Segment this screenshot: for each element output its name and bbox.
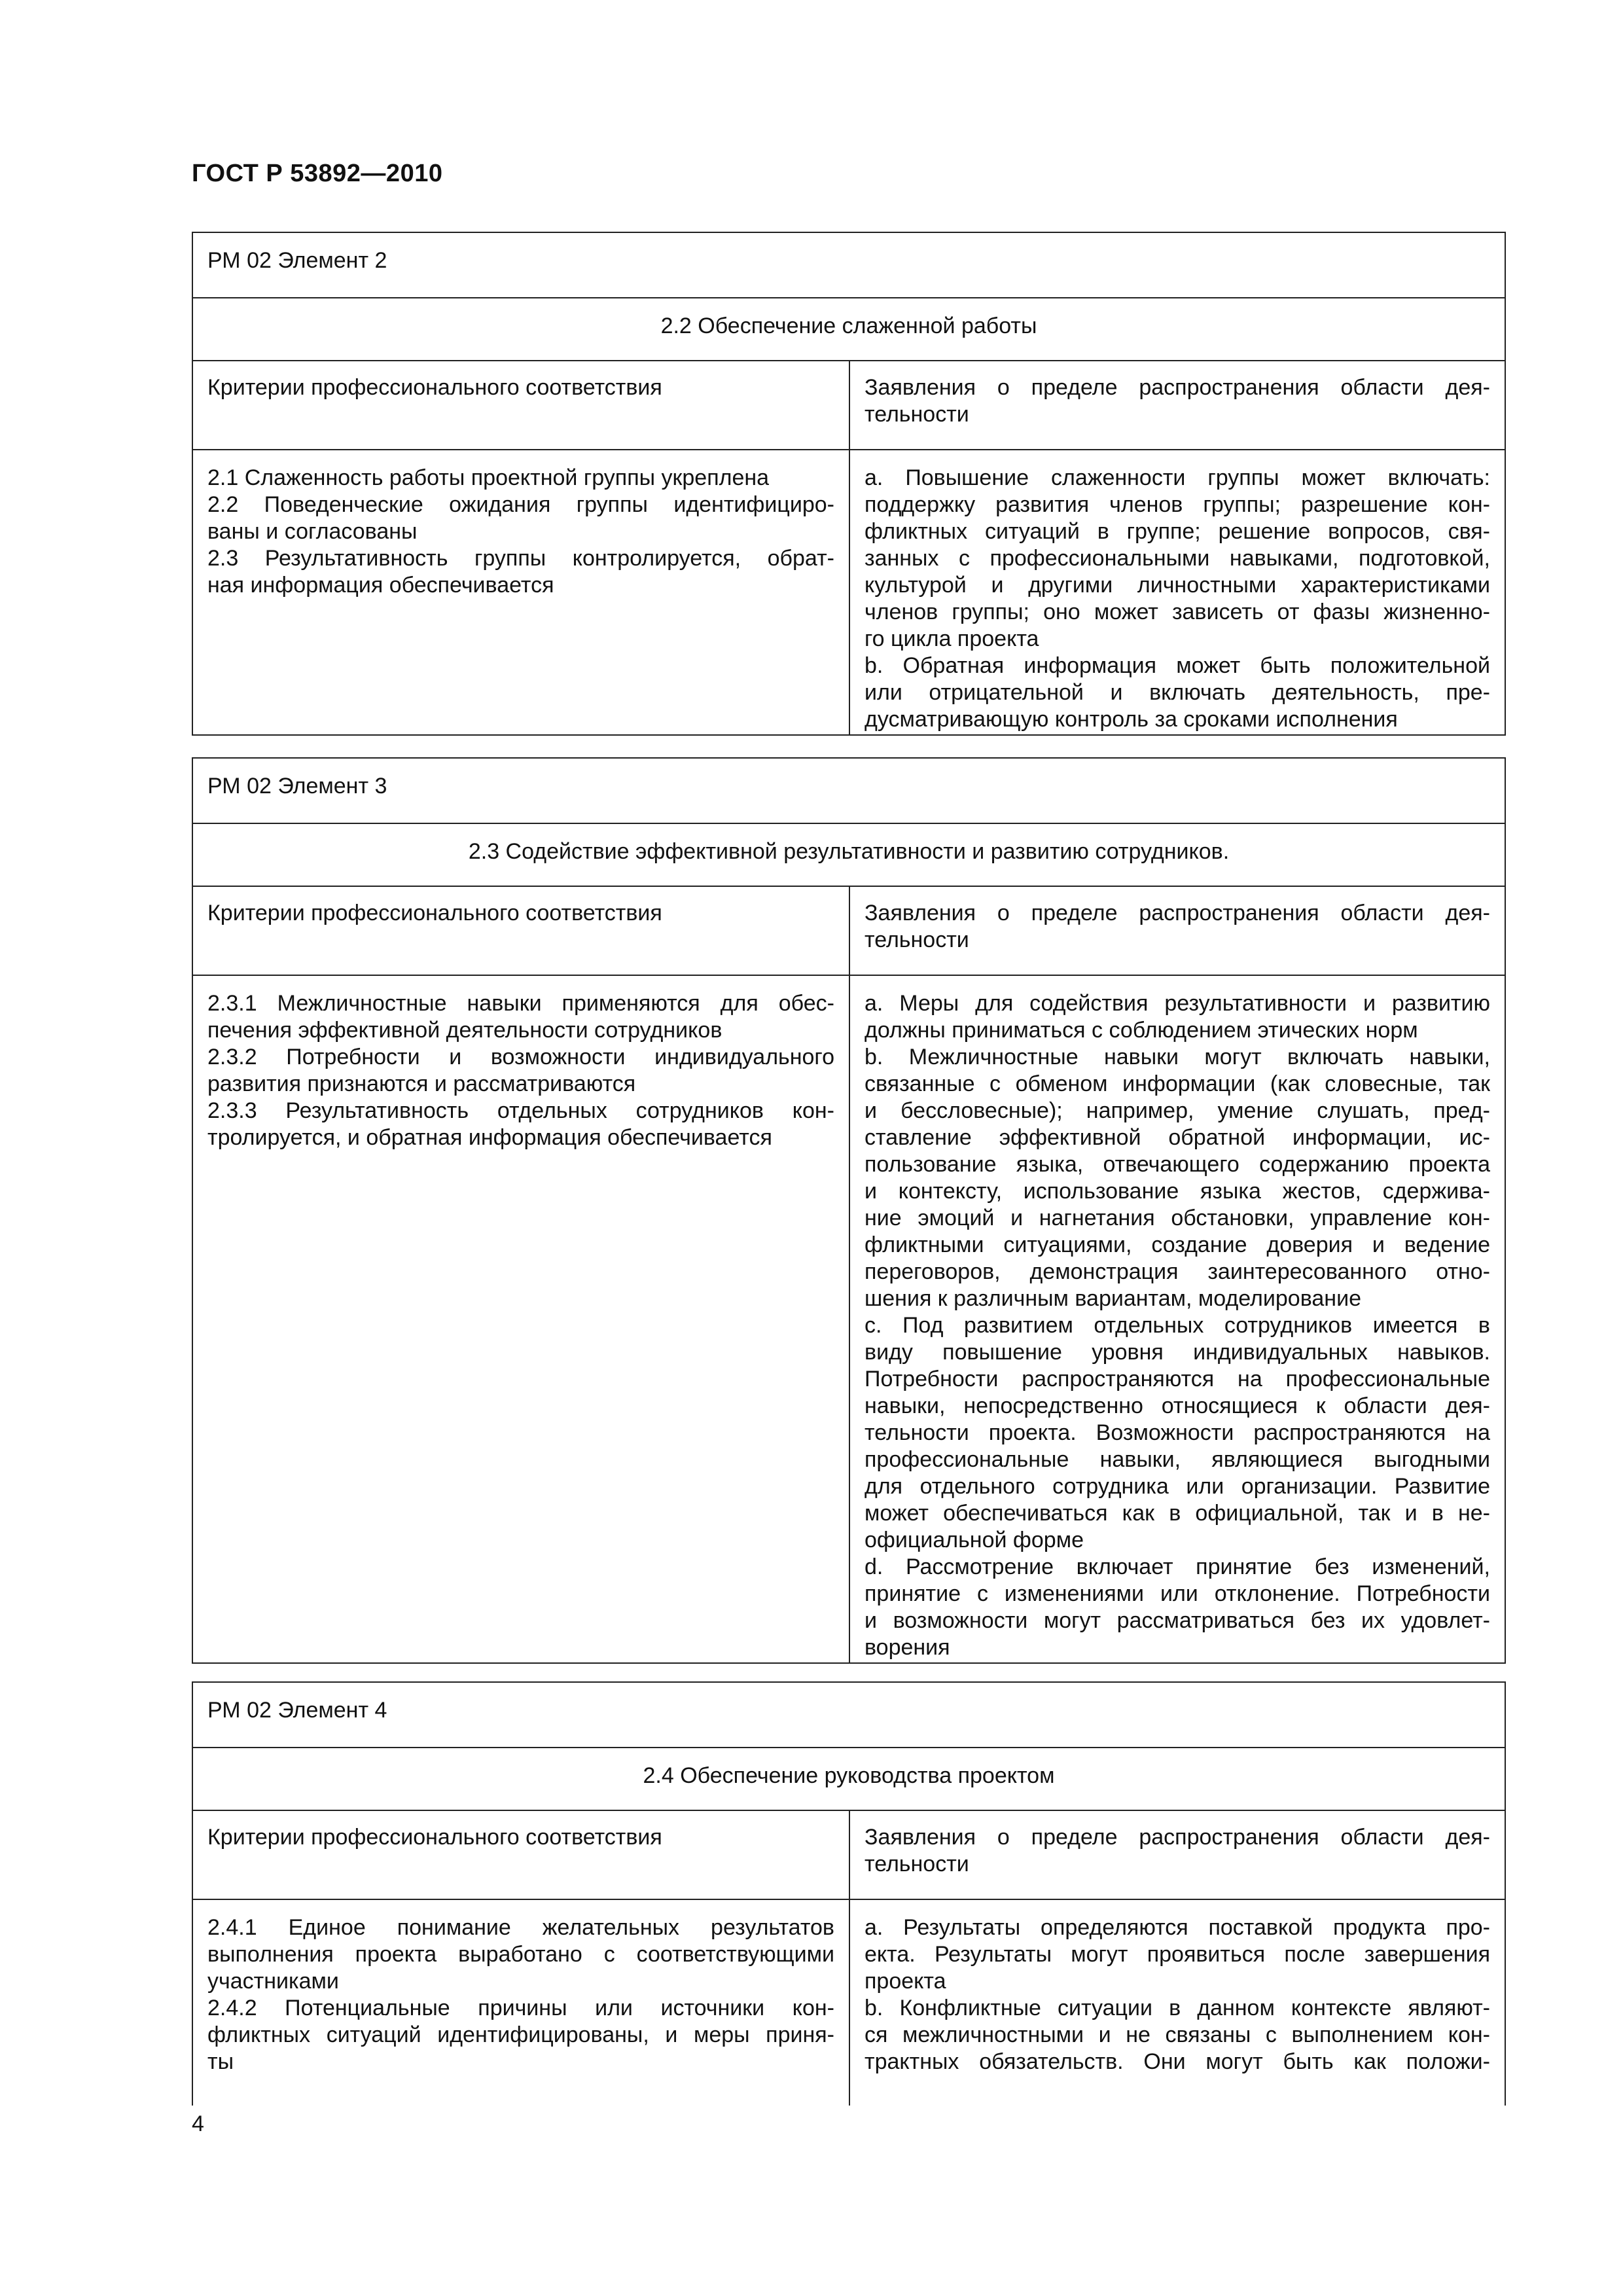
section-title: 2.4 Обеспечение руководства проектом [192, 1748, 1505, 1810]
statement-line: поддержку развития членов группы; разрешение кон- [865, 492, 1490, 517]
criteria-line: 2.4.1 Единое понимание желательных результатов [207, 1915, 834, 1940]
statement-line: b. Обратная информация может быть положительной [865, 653, 1490, 678]
statement-line: ние эмоций и нагнетания обстановки, управление кон- [865, 1206, 1490, 1230]
criteria-table-element-3 [192, 757, 1506, 1664]
document-header: ГОСТ Р 53892—2010 [192, 160, 443, 187]
criteria-line: ты [207, 2049, 234, 2074]
criteria-line: 2.3.1 Межличностные навыки применяются для обес- [207, 991, 834, 1016]
criteria-line: печения эффективной деятельности сотрудников [207, 1018, 722, 1043]
statement-line: связанные с обменом информации (как словесные, так [865, 1071, 1490, 1096]
statement-line: проекта [865, 1969, 946, 1994]
criteria-line: 2.2 Поведенческие ожидания группы идентифициро- [207, 492, 834, 517]
statement-line: екта. Результаты могут проявиться после завершения [865, 1942, 1490, 1967]
criteria-cell [192, 1899, 849, 2106]
statement-line: членов группы; оно может зависеть от фазы жизненно- [865, 600, 1490, 624]
column-header-criteria: Критерии профессионального соответствия [192, 361, 849, 450]
statement-line: для отдельного сотрудника или организации. Развитие [865, 1474, 1490, 1499]
element-label: РМ 02 Элемент 2 [192, 232, 1505, 298]
statement-line: и контексту, использование языка жестов, сдержива- [865, 1179, 1490, 1204]
statement-line: тельности проекта. Возможности распространяются на [865, 1420, 1490, 1445]
criteria-line: тролируется, и обратная информация обеспечивается [207, 1125, 772, 1150]
column-header-statements: Заявления о пределе распространения области дея- тельности [849, 886, 1505, 975]
section-title: 2.2 Обеспечение слаженной работы [192, 298, 1505, 361]
statement-line: виду повышение уровня индивидуальных навыков. [865, 1340, 1490, 1365]
page-number: 4 [192, 2111, 204, 2136]
statement-line: или отрицательной и включать деятельность, пре- [865, 680, 1490, 705]
statements-cell [849, 450, 1505, 735]
statement-line: занных с профессиональными навыками, подготовкой, [865, 546, 1490, 571]
statement-line: a. Повышение слаженности группы может включать: [865, 465, 1490, 490]
column-header-criteria: Критерии профессионального соответствия [192, 886, 849, 975]
criteria-table-element-4 [192, 1681, 1506, 2106]
statement-line: трактных обязательств. Они могут быть как положи- [865, 2049, 1490, 2074]
column-header-criteria: Критерии профессионального соответствия [192, 1810, 849, 1899]
statement-line: может обеспечиваться как в официальной, так и в не- [865, 1501, 1490, 1526]
criteria-line: ная информация обеспечивается [207, 573, 554, 598]
statement-line: ся межличностными и не связаны с выполнением кон- [865, 2022, 1490, 2047]
statement-line: дусматривающую контроль за сроками исполнения [865, 707, 1398, 732]
statement-line: переговоров, демонстрация заинтересованного отно- [865, 1259, 1490, 1284]
statement-line: a. Меры для содействия результативности и развитию [865, 991, 1490, 1016]
statement-line: фликтными ситуациями, создание доверия и ведение [865, 1232, 1490, 1257]
column-header-statements: Заявления о пределе распространения области дея- тельности [849, 361, 1505, 450]
statement-line: го цикла проекта [865, 626, 1039, 651]
statement-line: должны приниматься с соблюдением этических норм [865, 1018, 1418, 1043]
statements-cell [849, 1899, 1505, 2106]
criteria-line: развития признаются и рассматриваются [207, 1071, 636, 1096]
statement-line: ставление эффективной обратной информации, ис- [865, 1125, 1490, 1150]
statement-line: a. Результаты определяются поставкой продукта про- [865, 1915, 1490, 1940]
criteria-line: 2.3 Результативность группы контролируется, обрат- [207, 546, 834, 571]
statement-line: Потребности распространяются на профессиональные [865, 1367, 1490, 1391]
statement-line: пользование языка, отвечающего содержанию проекта [865, 1152, 1490, 1177]
statement-line: ворения [865, 1635, 950, 1660]
statement-line: фликтных ситуаций в группе; решение вопросов, свя- [865, 519, 1490, 544]
statement-line: c. Под развитием отдельных сотрудников имеется в [865, 1313, 1490, 1338]
statement-line: и возможности могут рассматриваться без их удовлет- [865, 1608, 1490, 1633]
statement-line: профессиональные навыки, являющиеся выгодными [865, 1447, 1490, 1472]
column-header-statements: Заявления о пределе распространения области дея- тельности [849, 1810, 1505, 1899]
statement-line: принятие с изменениями или отклонение. Потребности [865, 1581, 1490, 1606]
criteria-line: фликтных ситуаций идентифицированы, и меры приня- [207, 2022, 834, 2047]
criteria-cell [192, 450, 849, 735]
statement-line: официальной форме [865, 1528, 1084, 1552]
statement-line: и бессловесные); например, умение слушать, пред- [865, 1098, 1490, 1123]
statements-cell [849, 975, 1505, 1663]
criteria-line: участниками [207, 1969, 339, 1994]
statement-line: шения к различным вариантам, моделирование [865, 1286, 1361, 1311]
statement-line: d. Рассмотрение включает принятие без изменений, [865, 1554, 1490, 1579]
element-label: РМ 02 Элемент 4 [192, 1682, 1505, 1748]
criteria-line: 2.4.2 Потенциальные причины или источники кон- [207, 1996, 834, 2020]
criteria-cell [192, 975, 849, 1663]
statement-line: навыки, непосредственно относящиеся к области дея- [865, 1393, 1490, 1418]
criteria-line: 2.3.2 Потребности и возможности индивидуального [207, 1045, 834, 1069]
element-label: РМ 02 Элемент 3 [192, 758, 1505, 823]
criteria-line: ваны и согласованы [207, 519, 418, 544]
criteria-line: 2.3.3 Результативность отдельных сотрудников кон- [207, 1098, 834, 1123]
statement-line: b. Межличностные навыки могут включать навыки, [865, 1045, 1490, 1069]
statement-line: культурой и другими личностными характеристиками [865, 573, 1490, 598]
criteria-line: выполнения проекта выработано с соответствующими [207, 1942, 834, 1967]
statement-line: b. Конфликтные ситуации в данном контексте являют- [865, 1996, 1490, 2020]
criteria-table-element-2 [192, 232, 1506, 736]
criteria-line: 2.1 Слаженность работы проектной группы укреплена [207, 465, 770, 490]
section-title: 2.3 Содействие эффективной результативности и развитию сотрудников. [192, 823, 1505, 886]
